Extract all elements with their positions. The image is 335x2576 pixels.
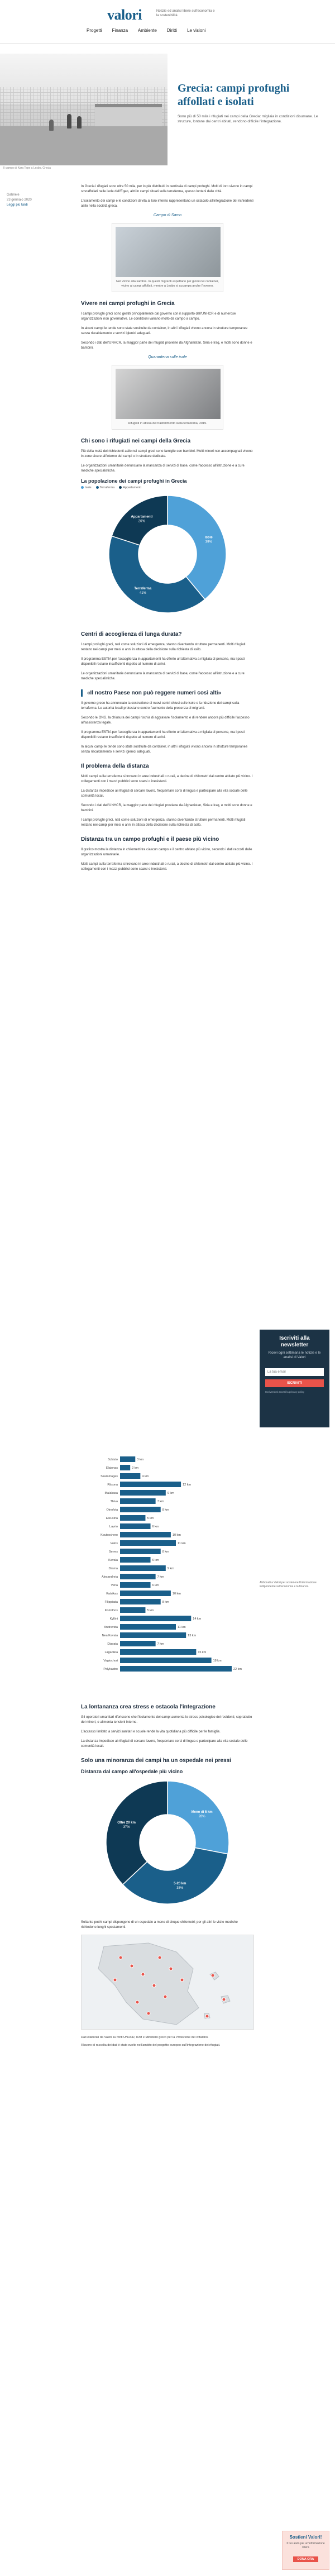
inset-caption: Nel Vicino alla sardina. In questi migranti aspettano per giorni nei container, vicino ai campi affollati, mentre a Lesbo si accampa anche l'inverno. — [116, 280, 219, 288]
paragraph: Il governo greco ha annunciato la costruzione di nuovi centri chiusi sulle isole e la riduzione dei campi sulla terraferma. Le autorità locali protestano contro l'aumento della presenza di migranti. — [81, 702, 240, 710]
paragraph: Gli operatori umanitari riferiscono che l'isolamento dei campi aumenta lo stress psicologico dei residenti, soprattutto dei minori, e alimenta tensioni interne. — [81, 1716, 252, 1724]
bar-value-label: 8 km — [162, 1601, 169, 1604]
bar-category-label: Katsikas — [106, 1592, 118, 1596]
bar-category-label: Korinthos — [104, 1609, 118, 1612]
bar[interactable] — [120, 1515, 145, 1521]
bar-value-label: 12 km — [183, 1483, 192, 1487]
section-heading: Il problema della distanza — [81, 763, 149, 769]
camp-marker[interactable] — [136, 2001, 139, 2004]
bar[interactable] — [120, 1649, 196, 1655]
paragraph: In Grecia i rifugiati sono oltre 50 mila, per lo più distribuiti in centinaia di campi profughi. Molti di loro vivono in campi sovraffollati nelle isole dell'Egeo, altri in campi situati sulla terraferma, spesso lontani dalle città. — [81, 185, 253, 193]
publish-date: 23 gennaio 2020 — [7, 198, 32, 202]
paragraph: Molti campi sulla terraferma si trovano in aree industriali o rurali, a decine di chilometri dal centro abitato più vicino. I collegamenti con i mezzi pubblici sono scarsi o inesistenti. — [81, 863, 253, 871]
bar-value-label: 8 km — [162, 1508, 169, 1512]
bar-value-label: 6 km — [152, 1525, 159, 1529]
bar-value-label: 7 km — [157, 1500, 164, 1503]
camp-marker[interactable] — [164, 1995, 167, 1998]
bar-category-label: Schisto — [107, 1458, 118, 1461]
bar[interactable] — [120, 1557, 151, 1563]
paragraph: I campi profughi greci sono gestiti principalmente dal governo con il supporto dell'UNHCR e di numerose organizzazioni non governative. Le condizioni variano molto da campo a campo. — [81, 312, 236, 321]
bar[interactable] — [120, 1565, 166, 1571]
bar[interactable] — [120, 1582, 151, 1588]
paragraph: Secondo le ONG, la chiusura dei campi rischia di aggravare l'isolamento e di rendere ancora più difficile l'accesso all'assistenza legale. — [81, 716, 250, 725]
read-later-link[interactable]: Leggi più tardi — [7, 203, 28, 207]
bar[interactable] — [120, 1658, 212, 1663]
bar-value-label: 5 km — [147, 1609, 154, 1612]
chart-title: La popolazione dei campi profughi in Grecia — [81, 478, 187, 484]
support-title: Sostieni Valori! — [289, 2535, 322, 2540]
inset-photo — [116, 227, 221, 277]
bar[interactable] — [120, 1498, 156, 1504]
paragraph: Le organizzazioni umanitarie denunciano la mancanza di servizi di base, come l'accesso all'istruzione e a cure mediche specialistiche. — [81, 672, 245, 680]
section-heading: Centri di accoglienza di lunga durata? — [81, 631, 182, 637]
paragraph: Soltanto pochi campi dispongono di un ospedale a meno di cinque chilometri; per gli altri le visite mediche richiedono lunghi spostamenti. — [81, 1921, 238, 1929]
inset-photo-block — [112, 223, 223, 292]
site-tagline: Notizie ed analisi libere sull'economia e la sostenibilità — [156, 9, 215, 17]
nav-item-diritti[interactable]: Diritti — [166, 28, 178, 33]
bar-value-label: 7 km — [157, 1575, 164, 1579]
bar[interactable] — [120, 1632, 186, 1638]
site-logo[interactable]: valori — [107, 7, 142, 23]
article-subtitle: Sono più di 50 mila i rifugiati nei campi della Grecia: migliaia in condizioni disumane. Le strutture, lontane dai centri abitati, rendono difficile l'integrazione. — [178, 115, 318, 123]
pie-slice-label: 5-20 km — [174, 1882, 186, 1885]
bar-value-label: 6 km — [152, 1584, 159, 1587]
bar[interactable] — [120, 1473, 140, 1479]
paragraph: L'isolamento dei campi e le condizioni di vita al loro interno rappresentano un ostacolo all'integrazione dei richiedenti asilo nella società greca. — [81, 199, 253, 208]
camp-marker[interactable] — [113, 1978, 117, 1982]
bar-value-label: 10 km — [172, 1534, 181, 1537]
bar-category-label: Nea Kavala — [102, 1634, 118, 1637]
section-heading: Vivere nei campi profughi in Grecia — [81, 301, 175, 307]
section-heading: Chi sono i rifugiati nei campi della Grecia — [81, 438, 191, 444]
bar-category-label: Veria — [111, 1584, 118, 1587]
pie-slice-value: 37% — [123, 1826, 130, 1830]
newsletter-email-input[interactable] — [265, 1368, 324, 1376]
photo-person — [49, 120, 54, 131]
bar-category-label: Polykastro — [103, 1668, 118, 1671]
legend-item: Appartamenti — [119, 486, 141, 489]
bar-chart-svg — [81, 1450, 254, 1696]
footnote: Dati elaborati da Valori su fonti UNHCR, IOM e Ministero greco per la Protezione del cittadino. — [81, 2036, 209, 2039]
inset-photo-block — [112, 365, 223, 430]
paragraph: Il programma ESTIA per l'accoglienza in appartamenti ha offerto un'alternativa a migliaia di persone, ma i posti disponibili restano insufficienti rispetto al numero di arrivi. — [81, 731, 245, 739]
footnote: Il lavoro di raccolta dei dati è stato svolto nell'ambito del progetto europeo sull'integrazione dei rifugiati. — [81, 2044, 221, 2047]
bar[interactable] — [120, 1641, 156, 1646]
support-subtitle: Il tuo aiuto per un'informazione libera — [286, 2542, 325, 2549]
bar[interactable] — [120, 1574, 156, 1579]
bar-category-label: Diavata — [107, 1642, 118, 1646]
inset-photo — [116, 369, 221, 419]
paragraph: In alcuni campi le tende sono state sostituite da container, in altri i rifugiati vivono ancora in strutture temporanee senza riscaldamento e servizi igienici adeguati. — [81, 327, 248, 335]
section-heading: La lontananza crea stress e ostacola l'integrazione — [81, 1704, 216, 1710]
pie-slice-label: Appartamenti — [131, 515, 153, 519]
bar[interactable] — [120, 1666, 232, 1672]
newsletter-subtitle: Ricevi ogni settimana le notizie e le analisi di Valori — [268, 1351, 321, 1359]
bar-category-label: Vagiochori — [103, 1659, 118, 1663]
photo-tents — [95, 104, 162, 126]
section-heading: Distanza tra un campo profughi e il paese più vicino — [81, 836, 219, 842]
paragraph: Il programma ESTIA per l'accoglienza in appartamenti ha offerto un'alternativa a migliaia di persone, ma i posti disponibili restano insufficienti rispetto al numero di arrivi. — [81, 658, 245, 666]
bar-category-label: Skaramagas — [100, 1475, 118, 1478]
bar-category-label: Malakasa — [104, 1492, 118, 1495]
bar-category-label: Eleusina — [106, 1517, 118, 1520]
section-heading: Solo una minoranza dei campi ha un ospedale nei pressi — [81, 1758, 231, 1764]
paragraph: La distanza impedisce ai rifugiati di cercare lavoro, frequentare corsi di lingua e partecipare alla vita sociale delle comunità locali. — [81, 789, 248, 798]
camp-marker[interactable] — [211, 1974, 214, 1977]
bar-category-label: Elaionas — [106, 1466, 118, 1470]
bar-value-label: 14 km — [193, 1617, 202, 1621]
newsletter-title: Iscriviti alla newsletter — [279, 1335, 310, 1348]
paragraph: Le organizzazioni umanitarie denunciano la mancanza di servizi di base, come l'accesso all'istruzione e a cure mediche specialistiche. — [81, 464, 245, 473]
pie-chart-hospital — [81, 1769, 254, 1913]
bar[interactable] — [120, 1532, 171, 1537]
bar[interactable] — [120, 1465, 130, 1470]
paragraph: I campi profughi greci, nati come soluzioni di emergenza, stanno diventando strutture permanenti. Molti rifugiati restano nei campi per mesi o anni in attesa della decisione sulla richiesta di asilo. — [81, 643, 246, 651]
hero-photo — [0, 54, 168, 165]
pie-chart-svg — [81, 492, 254, 620]
camp-map[interactable] — [81, 1935, 254, 2030]
support-box — [282, 2531, 329, 2570]
legend-item: Terraferma — [96, 486, 115, 489]
bar-category-label: Ritsona — [107, 1483, 118, 1487]
bar[interactable] — [120, 1482, 181, 1487]
camp-marker[interactable] — [147, 2012, 150, 2015]
bar[interactable] — [120, 1540, 176, 1546]
nav-item-finanza[interactable]: Finanza — [112, 28, 128, 33]
newsletter-legal: Iscrivendoti accetti la privacy policy — [265, 1391, 305, 1393]
camp-marker[interactable] — [152, 1984, 156, 1987]
pie-chart-population — [81, 478, 254, 623]
site-header — [0, 0, 335, 44]
paragraph: Più della metà dei richiedenti asilo nei campi greci sono famiglie con bambini. Molti minori non accompagnati vivono in zone sicure all'interno dei campi o in strutture dedicate. — [81, 450, 253, 458]
bar-value-label: 8 km — [162, 1550, 169, 1554]
bar-value-label: 9 km — [167, 1492, 174, 1495]
map-svg — [82, 1935, 254, 2030]
nav-item-progetti[interactable]: Progetti — [87, 28, 102, 33]
newsletter-box — [260, 1330, 329, 1427]
camp-marker[interactable] — [180, 1978, 184, 1982]
bar-category-label: Oinofyta — [106, 1508, 118, 1512]
main-nav — [87, 28, 205, 33]
pie-slice-label: Meno di 5 km — [191, 1811, 213, 1815]
nav-item-ambiente[interactable]: Ambiente — [138, 28, 157, 33]
newsletter-subscribe-button[interactable]: ISCRIVITI — [265, 1379, 324, 1387]
bar-value-label: 11 km — [178, 1542, 186, 1545]
islands-shape — [204, 1972, 230, 2018]
pie-slice-value: 41% — [139, 591, 146, 595]
paragraph: Molti campi sulla terraferma si trovano in aree industriali o rurali, a decine di chilometri dal centro abitato più vicino. I collegamenti con i mezzi pubblici sono scarsi o inesistenti. — [81, 775, 253, 783]
pie-slice-value: 28% — [198, 1815, 205, 1819]
bar[interactable] — [120, 1599, 161, 1604]
bar-category-label: Drama — [108, 1567, 118, 1570]
author[interactable]: Gabriele — [7, 193, 20, 197]
pie-chart-svg — [81, 1777, 254, 1911]
bar[interactable] — [120, 1616, 191, 1621]
pie-slice-value: 20% — [138, 520, 145, 523]
bar-category-label: Volos — [110, 1542, 118, 1545]
bar-category-label: Filippiada — [104, 1601, 118, 1604]
camp-marker[interactable] — [130, 1964, 133, 1968]
bar-value-label: 6 km — [152, 1559, 159, 1562]
bar-value-label: 2 km — [132, 1466, 139, 1470]
photo-person — [67, 114, 71, 128]
bar-value-label: 9 km — [167, 1567, 174, 1570]
bar-category-label: Alexandreia — [101, 1575, 118, 1579]
bar-category-label: Kyllini — [109, 1617, 118, 1621]
camp-marker[interactable] — [205, 2015, 209, 2018]
chart-title: Distanza dal campo all'ospedale più vicino — [81, 1769, 183, 1774]
bar[interactable] — [120, 1607, 145, 1613]
camp-marker[interactable] — [158, 1956, 161, 1959]
bar-value-label: 3 km — [137, 1458, 144, 1461]
bar-value-label: 18 km — [213, 1659, 222, 1663]
paragraph: Secondo i dati dell'UNHCR, la maggior parte dei rifugiati proviene da Afghanistan, Siria e Iraq, e molti sono donne e bambini. — [81, 341, 252, 350]
hero — [0, 54, 335, 188]
bar-value-label: 13 km — [188, 1634, 197, 1637]
article-title: Grecia: campi profughi affollati e isolati — [178, 82, 290, 108]
bar-category-label: Thiva — [110, 1500, 118, 1503]
photo-ground — [0, 126, 168, 165]
paragraph: Secondo i dati dell'UNHCR, la maggior parte dei rifugiati proviene da Afghanistan, Siria e Iraq, e molti sono donne e bambini. — [81, 804, 252, 812]
nav-item-visioni[interactable]: Le visioni — [187, 28, 206, 33]
sidebar-note: Abbonati a Valori per sostenere l'informazione indipendente sull'economia e la finanza. — [260, 1581, 317, 1588]
bar-value-label: 4 km — [142, 1475, 149, 1478]
hero-photo-caption: Il campo di Kara Tepe a Lesbo, Grecia — [3, 166, 51, 170]
bar-category-label: Andravida — [104, 1626, 118, 1629]
paragraph: Il grafico mostra la distanza in chilometri tra ciascun campo e il centro abitato più vicino, secondo i dati raccolti dalle organizzazioni umanitarie. — [81, 848, 252, 856]
bar-value-label: 15 km — [198, 1651, 207, 1654]
bar[interactable] — [120, 1507, 161, 1512]
paragraph: La distanza impedisce ai rifugiati di cercare lavoro, frequentare corsi di lingua e partecipare alla vita sociale delle comunità locali. — [81, 1740, 248, 1748]
legend-item: Isole — [81, 486, 92, 489]
chart-legend — [81, 486, 254, 489]
bar-category-label: Koutsochero — [100, 1534, 118, 1537]
article-body — [81, 184, 254, 877]
bar[interactable] — [120, 1624, 176, 1630]
bar-category-label: Serres — [108, 1550, 118, 1554]
pie-slice-value: 35% — [176, 1886, 184, 1890]
bar-value-label: 7 km — [157, 1642, 164, 1646]
bar-value-label: 11 km — [178, 1626, 186, 1629]
pie-slice-value: 39% — [205, 540, 212, 544]
bar-category-label: Lagadikia — [104, 1651, 118, 1654]
bar-value-label: 5 km — [147, 1517, 154, 1520]
bar[interactable] — [120, 1490, 166, 1496]
inset-label: Quarantena sulle isole — [148, 355, 187, 359]
bar[interactable] — [120, 1591, 171, 1596]
paragraph: L'accesso limitato a servizi sanitari e scuole rende la vita quotidiana più difficile per le famiglie. — [81, 1730, 221, 1734]
paragraph: In alcuni campi le tende sono state sostituite da container, in altri i rifugiati vivono ancora in strutture temporanee senza riscaldamento e servizi igienici adeguati. — [81, 745, 248, 754]
inset-label: Campo di Samo — [153, 213, 182, 217]
bar[interactable] — [120, 1549, 161, 1554]
camp-marker[interactable] — [141, 1973, 145, 1976]
bar-category-label: Lavrio — [109, 1525, 118, 1529]
bar[interactable] — [120, 1456, 135, 1462]
pie-slice-label: Terraferma — [134, 587, 152, 591]
bar-chart-section — [81, 1450, 254, 2051]
bar-value-label: 22 km — [233, 1668, 242, 1671]
pie-slice-label: Isole — [205, 536, 213, 540]
camp-marker[interactable] — [119, 1956, 122, 1959]
inset-caption: Rifugiati in attesa del trasferimento sulla terraferma, 2019. — [128, 422, 207, 425]
donate-button[interactable]: DONA ORA — [293, 2556, 319, 2562]
photo-person — [77, 116, 82, 128]
bar[interactable] — [120, 1523, 151, 1529]
section-heading: «Il nostro Paese non può reggere numeri così alti» — [81, 689, 254, 697]
bar-value-label: 10 km — [172, 1592, 181, 1596]
pie-slice-label: Oltre 20 km — [117, 1821, 136, 1825]
camp-marker[interactable] — [222, 1998, 226, 2001]
article-meta — [7, 193, 32, 208]
bar-category-label: Kavala — [108, 1559, 118, 1562]
paragraph: I campi profughi greci, nati come soluzioni di emergenza, stanno diventando strutture permanenti. Molti rifugiati restano nei campi per mesi o anni in attesa della decisione sulla richiesta di asilo. — [81, 818, 246, 827]
camp-marker[interactable] — [169, 1967, 173, 1970]
